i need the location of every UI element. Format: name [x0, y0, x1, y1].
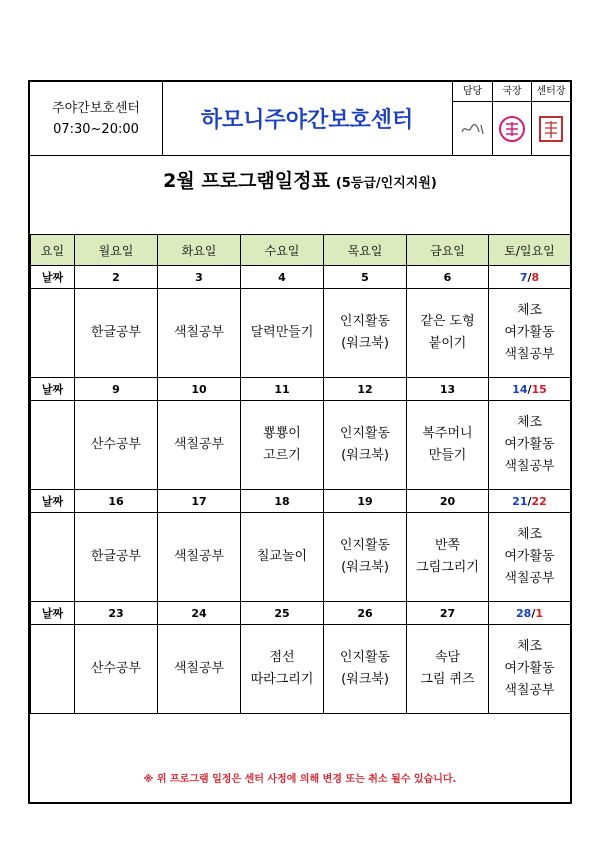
approval-label: 국장 — [493, 82, 531, 102]
approval-label: 담당 — [453, 82, 492, 102]
date-cell: 2 — [75, 266, 158, 289]
activity-cell: 색칠공부 — [158, 289, 241, 378]
activity-cell: 인지활동 (워크북) — [324, 513, 407, 602]
row-label-blank — [31, 401, 75, 490]
date-cell: 12 — [324, 378, 407, 401]
date-separator: / — [527, 382, 532, 396]
date-cell: 23 — [75, 602, 158, 625]
weekday-header-row — [31, 235, 571, 266]
date-row — [31, 602, 571, 625]
date-cell: 25 — [241, 602, 324, 625]
title-sub: (5등급/인지지원) — [335, 176, 437, 191]
saturday-date: 21 — [512, 494, 528, 508]
header — [30, 82, 570, 157]
weekday-header: 목요일 — [324, 235, 407, 266]
weekday-header: 월요일 — [75, 235, 158, 266]
date-cell: 26 — [324, 602, 407, 625]
row-label-blank — [31, 289, 75, 378]
schedule-frame — [28, 80, 572, 804]
schedule-table — [30, 234, 571, 714]
activity-row — [31, 401, 571, 490]
activity-cell: 속담 그림 퀴즈 — [407, 625, 489, 714]
date-label: 날짜 — [31, 490, 75, 513]
date-separator: / — [527, 270, 532, 284]
date-label: 날짜 — [31, 378, 75, 401]
date-cell: 11 — [241, 378, 324, 401]
seal-icon — [493, 102, 531, 155]
row-label-blank — [31, 625, 75, 714]
sunday-date: 22 — [531, 494, 547, 508]
weekday-header: 요일 — [31, 235, 75, 266]
date-separator: / — [531, 606, 536, 620]
activity-cell: 인지활동 (워크북) — [324, 289, 407, 378]
page-title — [30, 166, 570, 193]
activity-cell: 달력만들기 — [241, 289, 324, 378]
approval-head — [531, 82, 570, 155]
activity-cell: 복주머니 만들기 — [407, 401, 489, 490]
activity-row — [31, 289, 571, 378]
activity-cell: 산수공부 — [75, 625, 158, 714]
date-cell: 9 — [75, 378, 158, 401]
date-cell: 10 — [158, 378, 241, 401]
activity-row — [31, 513, 571, 602]
title-main: 2월 프로그램일정표 — [163, 170, 330, 192]
saturday-date: 7 — [519, 270, 528, 284]
notice-text: ※ 위 프로그램 일정은 센터 사정에 의해 변경 또는 취소 될수 있습니다. — [143, 774, 457, 785]
sunday-date: 15 — [531, 382, 547, 396]
date-label: 날짜 — [31, 602, 75, 625]
activity-cell: 산수공부 — [75, 401, 158, 490]
sunday-date: 8 — [531, 270, 540, 284]
date-cell: 17 — [158, 490, 241, 513]
weekend-date-cell — [489, 378, 571, 401]
activity-cell: 칠교놀이 — [241, 513, 324, 602]
activity-cell: 인지활동 (워크북) — [324, 625, 407, 714]
activity-cell: 색칠공부 — [158, 625, 241, 714]
saturday-date: 14 — [512, 382, 528, 396]
activity-row — [31, 625, 571, 714]
weekday-header: 수요일 — [241, 235, 324, 266]
weekday-header: 화요일 — [158, 235, 241, 266]
date-cell: 3 — [158, 266, 241, 289]
activity-cell: 체조 여가활동 색칠공부 — [489, 401, 571, 490]
activity-cell: 체조 여가활동 색칠공부 — [489, 625, 571, 714]
date-cell: 4 — [241, 266, 324, 289]
sunday-date: 1 — [535, 606, 543, 620]
activity-cell: 같은 도형 붙이기 — [407, 289, 489, 378]
activity-cell: 인지활동 (워크북) — [324, 401, 407, 490]
activity-cell: 한글공부 — [75, 289, 158, 378]
weekend-date-cell — [489, 266, 571, 289]
date-cell: 6 — [407, 266, 489, 289]
date-cell: 16 — [75, 490, 158, 513]
approval-manager — [453, 82, 492, 155]
date-row — [31, 378, 571, 401]
activity-cell: 체조 여가활동 색칠공부 — [489, 513, 571, 602]
saturday-date: 28 — [516, 606, 532, 620]
activity-cell: 체조 여가활동 색칠공부 — [489, 289, 571, 378]
header-divider — [30, 155, 570, 156]
weekend-date-cell — [489, 490, 571, 513]
weekend-date-cell — [489, 602, 571, 625]
activity-cell: 색칠공부 — [158, 513, 241, 602]
activity-cell: 점선 따라그리기 — [241, 625, 324, 714]
activity-cell: 반쪽 그림그리기 — [407, 513, 489, 602]
date-row — [31, 490, 571, 513]
date-cell: 18 — [241, 490, 324, 513]
weekday-header: 토/일요일 — [489, 235, 571, 266]
date-cell: 27 — [407, 602, 489, 625]
activity-cell: 한글공부 — [75, 513, 158, 602]
approval-label: 센터장 — [532, 82, 570, 102]
center-hours: 07:30~20:00 — [53, 121, 139, 137]
brand-title: 하모니주야간보호센터 — [200, 108, 414, 133]
row-label-blank — [31, 513, 75, 602]
date-cell: 24 — [158, 602, 241, 625]
approval-box — [452, 82, 571, 155]
date-cell: 13 — [407, 378, 489, 401]
date-label: 날짜 — [31, 266, 75, 289]
activity-cell: 뿅뿅이 고르기 — [241, 401, 324, 490]
date-cell: 19 — [324, 490, 407, 513]
signature-icon — [453, 102, 492, 155]
date-row — [31, 266, 571, 289]
date-cell: 20 — [407, 490, 489, 513]
date-cell: 5 — [324, 266, 407, 289]
activity-cell: 색칠공부 — [158, 401, 241, 490]
approval-director — [492, 82, 531, 155]
weekday-header: 금요일 — [407, 235, 489, 266]
center-name: 주야간보호센터 — [52, 100, 140, 116]
date-separator: / — [527, 494, 532, 508]
stamp-icon — [532, 102, 570, 155]
center-info — [30, 82, 163, 155]
